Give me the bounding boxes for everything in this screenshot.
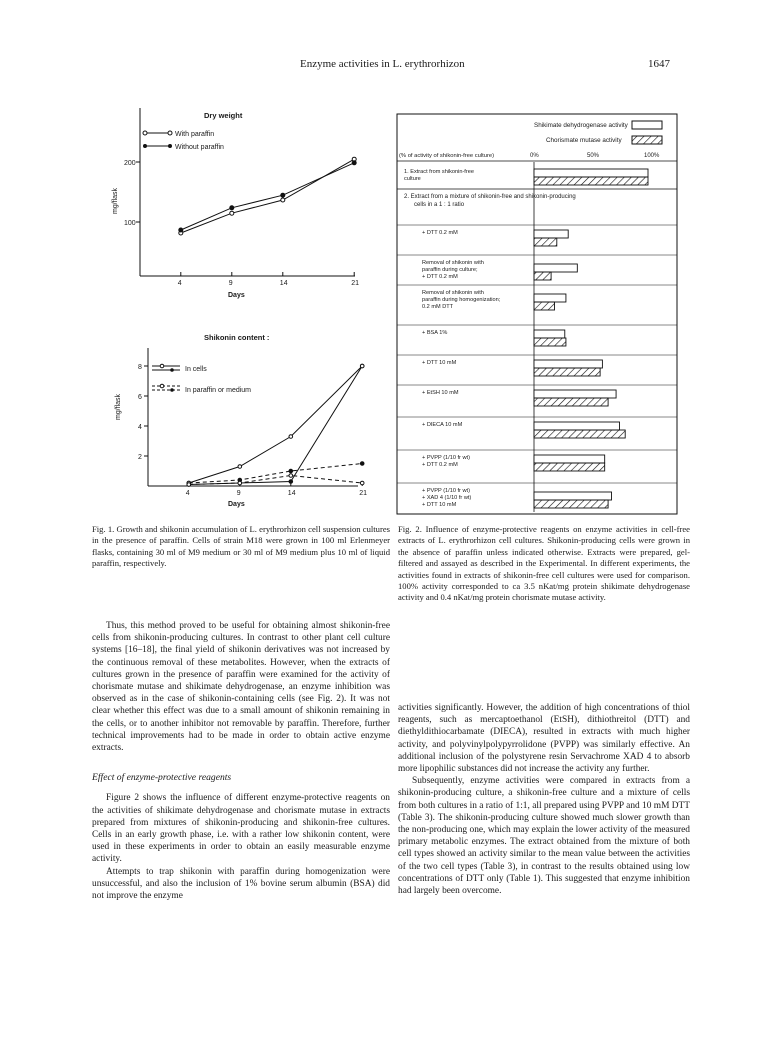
legend-marker-filled — [168, 144, 172, 148]
data-point — [289, 469, 293, 473]
row-label: + DTT 10 mM — [422, 502, 457, 508]
x-tick-label: 0% — [530, 153, 539, 159]
y-axis-label: mg/flask — [115, 393, 122, 420]
fig1-caption-text: Fig. 1. Growth and shikonin accumulation of L. erythrorhizon cell suspension cultures in the presence of paraffin. Cells of strain M18 were grown in 100 ml Erlenmeyer flasks, containing 30 ml of M9 medium or 30 ml of M9 medium plus 10 ml of liquid paraffin, respectively. — [92, 524, 390, 569]
right-column — [398, 702, 690, 897]
bar-shikimate — [534, 169, 648, 177]
bar-shikimate — [534, 455, 605, 463]
data-point — [352, 161, 356, 165]
legend-label-chorismate: Chorismate mutase activity — [546, 137, 622, 144]
figure-2 — [392, 112, 682, 522]
bar-shikimate — [534, 492, 612, 500]
x-axis-label: Days — [228, 292, 245, 299]
paragraph: Subsequently, enzyme activities were compared in extracts from a shikonin-producing culture, a shikonin-free culture and a mixture of cells from both cultures in a ratio of 1:1, all prepared using PVPP and 10 mM DTT (Table 3). The shikonin-producing culture showed much slower growth than the non-producing one, which may explain the lower activity of the measured primary metabolic enzymes. The extract obtained from the mixture of both cell types showed an activity similar to the mean value between the activities of the two cell types (Table 3), in contrast to the results obtained using low concentrations of DTT only (Table 1). This suggested that enzyme inhibition had largely been overcome. — [398, 776, 690, 897]
fig2-row — [404, 169, 648, 185]
bar-shikimate — [534, 330, 565, 338]
legend-label-shikimate: Shikimate dehydrogenase activity — [534, 122, 628, 129]
fig2-row — [397, 450, 677, 471]
data-point — [238, 481, 242, 485]
fig2-caption-text: Fig. 2. Influence of enzyme-protective reagents on enzyme activities in cell-free extracts of L. erythrorhizon cell cultures. Shikonin-producing cells were grown in the absence of paraffin unless indicated otherwise. Extracts were prepared, gel-filtered and assayed as described in the Experimental. In different experiments, the activities found in extracts of shikonin-free cell cultures were used for comparison. 100% activity corresponded to ca 3.5 nKat/mg protein shikimate dehydrogenase activity and 0.4 nKat/mg protein chorismate mutase activity. — [398, 524, 690, 603]
paragraph: Figure 2 shows the influence of different enzyme-protective reagents on the activities of shikimate dehydrogenase and chorismate mutase in extracts prepared from mixtures of shikonin-producing and shikonin-free cultures. Cells in an early growth phase, i.e. with a rather low shikonin content, were used in these experiments in order to obtain an easily measurable enzyme activity. — [92, 793, 390, 865]
y-tick-label: 100 — [124, 220, 136, 227]
row-label: + PVPP (1/10 fr wt) — [422, 455, 470, 461]
row-label: + DIECA 10 mM — [422, 422, 463, 428]
row-label: + XAD 4 (1/10 fr wt) — [422, 495, 472, 501]
fig1-bottom-panel — [115, 333, 367, 508]
bar-chorismate — [534, 368, 600, 376]
legend-marker-open — [160, 384, 164, 388]
row-label: Removal of shikonin with — [422, 290, 484, 296]
fig2-row — [397, 225, 677, 246]
x-tick-label: 21 — [359, 490, 367, 497]
fig2-caption — [398, 524, 690, 604]
y-tick-label: 2 — [138, 454, 142, 461]
bar-chorismate — [534, 302, 555, 310]
bar-chorismate — [534, 500, 608, 508]
x-tick-label: 4 — [177, 280, 182, 287]
fig2-row — [397, 325, 677, 346]
data-point — [187, 483, 191, 487]
row-label: + EtSH 10 mM — [422, 390, 459, 396]
row-label: + DTT 0.2 mM — [422, 274, 458, 280]
bar-chorismate — [534, 272, 551, 280]
bar-chorismate — [534, 177, 648, 185]
row-label: + DTT 0.2 mM — [422, 230, 458, 236]
bar-chorismate — [534, 238, 557, 246]
row-label: + PVPP (1/10 fr wt) — [422, 488, 470, 494]
y-tick-label: 8 — [138, 364, 142, 371]
legend-label-with-paraffin: With paraffin — [175, 131, 215, 138]
x-tick-label: 14 — [287, 490, 296, 497]
series-line-3 — [189, 476, 362, 485]
bar-shikimate — [534, 422, 620, 430]
page-number: 1647 — [648, 58, 670, 70]
fig2-axis-label: (% of activity of shikonin-free culture) — [399, 153, 495, 159]
row-label: + BSA 1% — [422, 330, 448, 336]
y-tick-label: 6 — [138, 394, 142, 401]
fig1-top-title: Dry weight — [204, 111, 243, 120]
bar-shikimate — [534, 264, 577, 272]
section-title: Effect of enzyme-protective reagents — [92, 772, 232, 784]
data-point — [238, 465, 242, 469]
fig2-row — [397, 285, 677, 310]
data-point — [230, 211, 234, 215]
paragraph: activities significantly. However, the addition of high concentrations of thiol reagents, such as mercaptoethanol (EtSH), dithiothreitol (DTT) and diethyldithiocarbamate (DIECA), resulted in extracts with much higher activity, and polyvinylpolypyrrolidone (PVPP) was similarly effective. An additional inclusion of the polystyrene resin Servachrome XAD 4 to absorb more lipophilic substances did not increase the activity any further. — [398, 703, 690, 775]
x-tick-label: 100% — [644, 153, 660, 159]
row-label: 0.2 mM DTT — [422, 304, 454, 310]
paragraph: Attempts to trap shikonin with paraffin during homogenization were unsuccessful, and also the inclusion of 1% bovine serum albumin (BSA) did not improve the enzyme — [92, 866, 390, 902]
running-title: Enzyme activities in L. erythrorhizon — [300, 58, 465, 70]
bar-chorismate — [534, 430, 625, 438]
paragraph: Thus, this method proved to be useful for obtaining almost shikonin-free cells from shikonin-producing cultures. In contrast to other plant cell culture systems [16–18], the final yield of shikonin derivatives was not increased by the continuous removal of these metabolites. However, when the extracts of cultures grown in the presence of paraffin were examined for the activity of chorismate mutase and shikimate dehydrogenase, an enzyme inhibition was observed as in the case of shikonin-containing cells (see Fig. 2). It was not clear whether this effect was due to a small amount of shikonin remaining in the cells, or to another inhibitor not removable by paraffin. Therefore, further technical improvements had to be made in order to obtain active enzyme extracts. — [92, 621, 390, 754]
bar-shikimate — [534, 360, 602, 368]
data-point — [179, 228, 183, 232]
data-point — [289, 435, 293, 439]
row-label: paraffin during culture; — [422, 267, 478, 273]
legend-swatch-shikimate — [632, 121, 662, 129]
fig2-row — [397, 255, 677, 280]
fig2-row — [397, 385, 677, 406]
fig1-caption — [92, 524, 390, 570]
fig2-row — [397, 417, 677, 438]
data-point — [281, 198, 285, 202]
fig1-top-panel — [112, 108, 359, 299]
fig2-row — [397, 483, 677, 508]
left-column — [92, 620, 390, 902]
data-point — [360, 481, 364, 485]
row-label: paraffin during homogenization; — [422, 297, 501, 303]
figure-1 — [100, 98, 375, 518]
bar-chorismate — [534, 338, 566, 346]
x-tick-label: 9 — [228, 280, 233, 287]
bar-shikimate — [534, 230, 568, 238]
y-tick-label: 4 — [138, 424, 142, 431]
bar-chorismate — [534, 463, 605, 471]
row-label: + DTT 0.2 mM — [422, 462, 458, 468]
y-axis-label: mg/flask — [112, 187, 119, 214]
fig2-row — [397, 355, 677, 376]
series-line-2 — [189, 366, 362, 483]
legend-label-in-cells: In cells — [185, 366, 207, 373]
x-tick-label: 50% — [587, 153, 600, 159]
section-2-line2: cells in a 1 : 1 ratio — [414, 202, 465, 208]
x-tick-label: 21 — [351, 280, 359, 287]
legend-label-in-paraffin: In paraffin or medium — [185, 387, 252, 394]
data-point — [360, 462, 364, 466]
row-label: 1. Extract from shikonin-free — [404, 169, 474, 175]
series-line-0 — [181, 159, 354, 233]
x-tick-label: 14 — [279, 280, 288, 287]
legend-marker-open — [143, 131, 147, 135]
x-tick-label: 9 — [236, 490, 241, 497]
x-tick-label: 4 — [185, 490, 190, 497]
row-label: culture — [404, 176, 421, 182]
row-label: Removal of shikonin with — [422, 260, 484, 266]
fig2-section-2-label — [404, 194, 577, 208]
bar-shikimate — [534, 390, 616, 398]
y-tick-label: 200 — [124, 160, 136, 167]
legend-marker-open — [168, 131, 172, 135]
legend-label-without-paraffin: Without paraffin — [175, 144, 224, 151]
legend-marker-filled — [170, 368, 174, 372]
bar-chorismate — [534, 398, 608, 406]
data-point — [281, 193, 285, 197]
legend-marker-filled — [143, 144, 147, 148]
legend-swatch-chorismate — [632, 136, 662, 144]
running-header — [300, 58, 465, 70]
data-point — [289, 480, 293, 484]
row-label: + DTT 10 mM — [422, 360, 457, 366]
section-2-line1: 2. Extract from a mixture of shikonin-free and shikonin-producing — [404, 194, 576, 200]
series-line-1 — [181, 163, 354, 230]
legend-marker-filled — [170, 388, 174, 392]
bar-shikimate — [534, 294, 566, 302]
legend-marker-open — [160, 364, 164, 368]
x-axis-label: Days — [228, 501, 245, 508]
data-point — [360, 364, 364, 368]
data-point — [230, 206, 234, 210]
data-point — [289, 474, 293, 478]
fig1-bottom-title: Shikonin content : — [204, 333, 270, 342]
